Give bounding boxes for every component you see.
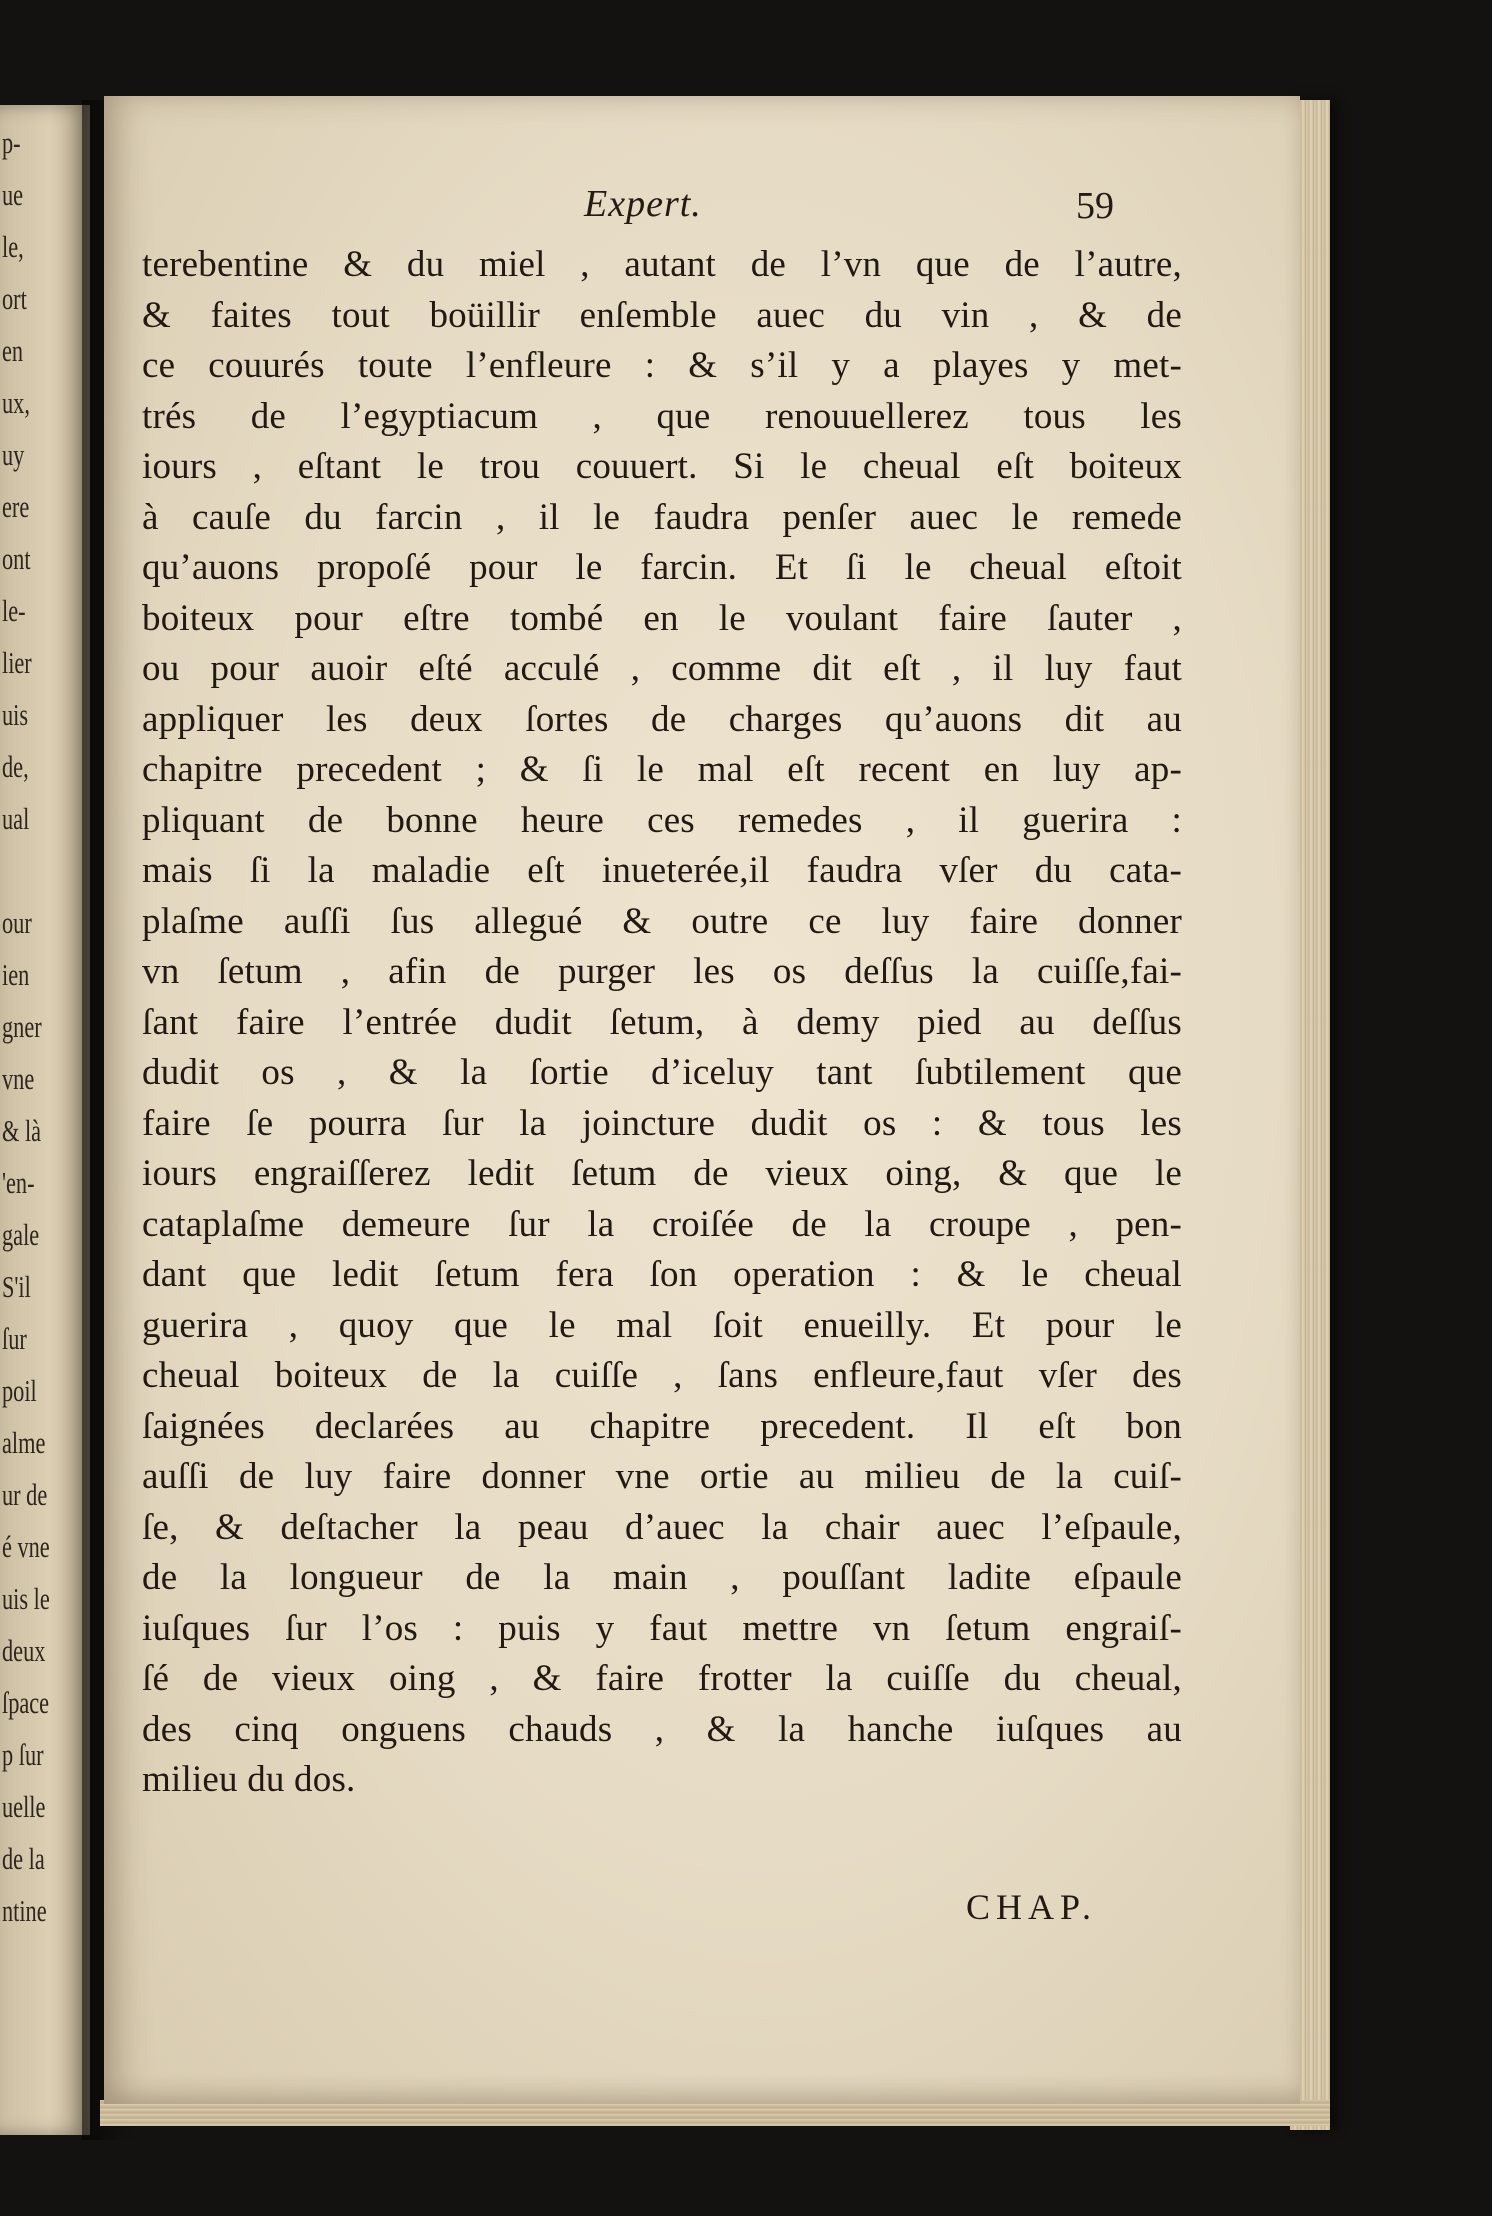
text-line: auſſi de luy faire donner vne ortie au milieu de la cuiſ- bbox=[142, 1456, 1182, 1497]
left-page-fragment: deux bbox=[2, 1633, 46, 1668]
text-line: dant que ledit ſetum fera ſon operation : & le cheual bbox=[142, 1254, 1182, 1295]
text-line: chapitre precedent ; & ſi le mal eſt recent en luy ap- bbox=[142, 749, 1182, 790]
left-page-fragment: gale bbox=[2, 1217, 40, 1252]
left-facing-page bbox=[0, 105, 90, 2135]
running-head: Expert. bbox=[584, 183, 702, 225]
text-line: cataplaſme demeure ſur la croiſée de la croupe , pen- bbox=[142, 1203, 1182, 1245]
text-line: boiteux pour eſtre tombé en le voulant faire ſauter , bbox=[142, 597, 1182, 639]
text-line: vn ſetum , afin de purger les os deſſus la cuiſſe,fai- bbox=[142, 951, 1182, 992]
left-page-fragment: poil bbox=[2, 1373, 37, 1408]
left-page-fragment: uelle bbox=[2, 1789, 46, 1824]
text-line: de la longueur de la main , pouſſant ladite eſpaule bbox=[142, 1557, 1182, 1598]
left-page-fragment: S'il bbox=[2, 1269, 31, 1304]
left-page-fragment: lier bbox=[2, 645, 32, 680]
left-page-fragment: le- bbox=[2, 593, 26, 628]
text-line: guerira , quoy que le mal ſoit enueilly. Et pour le bbox=[142, 1304, 1182, 1346]
text-line: faire ſe pourra ſur la joincture dudit os : & tous les bbox=[142, 1102, 1182, 1144]
catchword: CHAP. bbox=[966, 1887, 1098, 1927]
left-page-fragment: de la bbox=[2, 1841, 45, 1876]
text-line: iuſques ſur l’os : puis y faut mettre vn ſetum engraiſ- bbox=[142, 1607, 1182, 1649]
text-line: dudit os , & la ſortie d’iceluy tant ſubtilement que bbox=[142, 1052, 1182, 1093]
text-line: iours , eſtant le trou couuert. Si le cheual eſt boiteux bbox=[142, 446, 1182, 487]
left-page-fragment: ſpace bbox=[2, 1685, 50, 1720]
text-line: cheual boiteux de la cuiſſe , ſans enfleure,faut vſer des bbox=[142, 1355, 1182, 1396]
left-page-fragment: ont bbox=[2, 541, 31, 576]
left-page-fragment: gner bbox=[2, 1009, 42, 1044]
text-line: ce couurés toute l’enfleure : & s’il y a playes y met- bbox=[142, 345, 1182, 386]
left-page-fragment: é vne bbox=[2, 1529, 50, 1564]
text-line: qu’auons propoſé pour le farcin. Et ſi le cheual eſtoit bbox=[142, 547, 1182, 588]
text-line: ſé de vieux oing , & faire frotter la cuiſſe du cheual, bbox=[142, 1658, 1182, 1699]
left-page-fragment: vne bbox=[2, 1061, 35, 1096]
text-line: trés de l’egyptiacum , que renouuellerez tous les bbox=[142, 395, 1182, 437]
left-page-fragment: ur de bbox=[2, 1477, 48, 1512]
text-line: pliquant de bonne heure ces remedes , il guerira : bbox=[142, 799, 1182, 841]
left-page-fragment: p ſur bbox=[2, 1737, 44, 1772]
left-page-fragment: de, bbox=[2, 749, 29, 784]
text-line: ſaignées declarées au chapitre precedent. Il eſt bon bbox=[142, 1405, 1182, 1447]
left-page-fragment: our bbox=[2, 905, 32, 940]
text-line: terebentine & du miel , autant de l’vn que de l’autre, bbox=[142, 244, 1182, 285]
left-page-fragment: ien bbox=[2, 957, 30, 992]
text-line: à cauſe du farcin , il le faudra penſer auec le remede bbox=[142, 496, 1182, 538]
book-page bbox=[104, 96, 1300, 2104]
text-line: des cinq onguens chauds , & la hanche iuſques au bbox=[142, 1708, 1182, 1750]
left-page-fragment: p- bbox=[2, 125, 21, 160]
text-line: iours engraiſſerez ledit ſetum de vieux oing, & que le bbox=[142, 1153, 1182, 1194]
text-line: milieu du dos. bbox=[142, 1759, 356, 1800]
text-line: ſant faire l’entrée dudit ſetum, à demy pied au deſſus bbox=[142, 1001, 1182, 1043]
left-page-fragment: uis bbox=[2, 697, 29, 732]
left-page-fragment: le, bbox=[2, 229, 24, 264]
left-page-fragment: ue bbox=[2, 177, 24, 212]
left-page-fragment: 'en- bbox=[2, 1165, 35, 1200]
left-page-fragment: & là bbox=[2, 1113, 42, 1148]
left-page-fragment: ere bbox=[2, 489, 30, 524]
body-text bbox=[142, 240, 1182, 1806]
left-page-fragment: uis le bbox=[2, 1581, 50, 1616]
page-number: 59 bbox=[1076, 185, 1114, 227]
left-page-fragment: ort bbox=[2, 281, 27, 316]
text-line: ſe, & deſtacher la peau d’auec la chair auec l’eſpaule, bbox=[142, 1506, 1182, 1548]
left-page-fragment: alme bbox=[2, 1425, 46, 1460]
left-page-fragment: ſur bbox=[2, 1321, 27, 1356]
left-page-fragment: uy bbox=[2, 437, 25, 472]
left-page-fragment: ntine bbox=[2, 1893, 47, 1928]
left-page-fragment: ux, bbox=[2, 385, 30, 420]
text-line: ou pour auoir eſté acculé , comme dit eſt , il luy faut bbox=[142, 648, 1182, 689]
text-line: mais ſi la maladie eſt inueterée,il faudra vſer du cata- bbox=[142, 850, 1182, 891]
text-line: appliquer les deux ſortes de charges qu’auons dit au bbox=[142, 698, 1182, 740]
left-page-fragment: en bbox=[2, 333, 24, 368]
text-line: plaſme auſſi ſus allegué & outre ce luy faire donner bbox=[142, 900, 1182, 942]
left-page-fragment: ual bbox=[2, 801, 30, 836]
text-line: & faites tout boüillir enſemble auec du vin , & de bbox=[142, 294, 1182, 336]
